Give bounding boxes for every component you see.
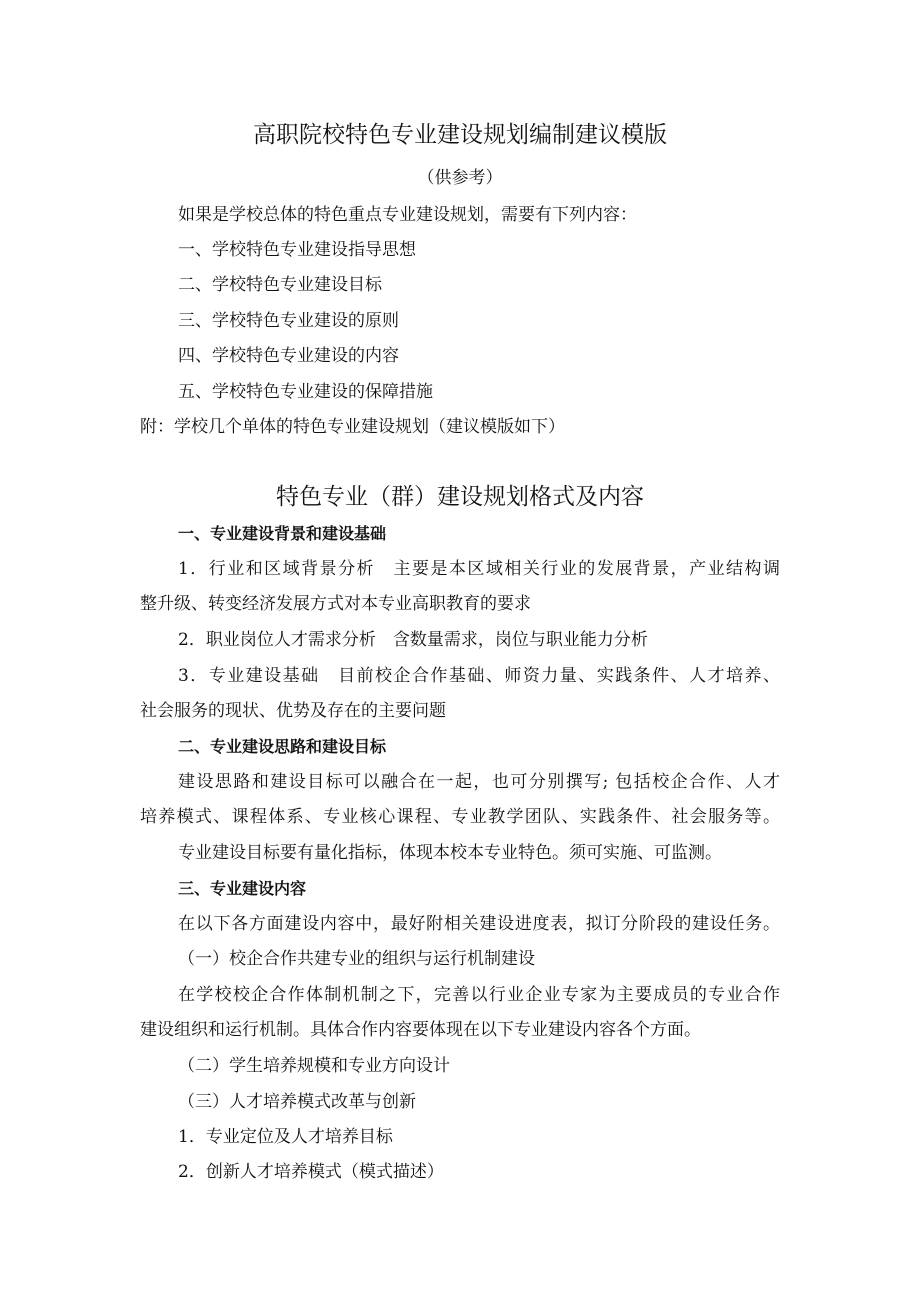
p4: 在以下各方面建设内容中，最好附相关建设进度表，拟订分阶段的建设任务。 bbox=[178, 914, 780, 934]
p5-line2: 建设组织和运行机制。具体合作内容要体现在以下专业建设内容各个方面。 bbox=[140, 1020, 701, 1040]
outline-item: 一、学校特色专业建设指导思想 bbox=[178, 240, 416, 260]
outline-item: 五、学校特色专业建设的保障措施 bbox=[178, 382, 433, 402]
item1-line2: 整升级、转变经济发展方式对本专业高职教育的要求 bbox=[140, 594, 531, 614]
item2: 2．职业岗位人才需求分析 含数量需求，岗位与职业能力分析 bbox=[178, 630, 648, 650]
heading-2: 二、专业建设思路和建设目标 bbox=[178, 737, 387, 756]
item3-line2: 社会服务的现状、优势及存在的主要问题 bbox=[140, 701, 446, 721]
document-title: 高职院校特色专业建设规划编制建议模版 bbox=[253, 122, 667, 148]
heading-3: 三、专业建设内容 bbox=[178, 879, 307, 898]
subheading-3: （三）人才培养模式改革与创新 bbox=[178, 1092, 416, 1112]
intro-paragraph: 如果是学校总体的特色重点专业建设规划，需要有下列内容： bbox=[178, 205, 637, 225]
sub3-item-2: 2．创新人才培养模式（模式描述） bbox=[178, 1162, 444, 1182]
p2-line2: 培养模式、课程体系、专业核心课程、专业教学团队、实践条件、社会服务等。 bbox=[140, 807, 780, 827]
p2-line1: 建设思路和建设目标可以融合在一起，也可分别撰写; 包括校企合作、人才 bbox=[178, 772, 780, 792]
section-title: 特色专业（群）建设规划格式及内容 bbox=[276, 484, 644, 510]
outline-item: 四、学校特色专业建设的内容 bbox=[178, 346, 399, 366]
subheading-2: （二）学生培养规模和专业方向设计 bbox=[178, 1056, 450, 1076]
outline-item: 二、学校特色专业建设目标 bbox=[178, 275, 382, 295]
heading-1: 一、专业建设背景和建设基础 bbox=[178, 524, 387, 543]
p5-line1: 在学校校企合作体制机制之下，完善以行业企业专家为主要成员的专业合作 bbox=[178, 985, 780, 1005]
item3-line1: 3．专业建设基础 目前校企合作基础、师资力量、实践条件、人才培养、 bbox=[178, 666, 780, 686]
sub3-item-1: 1．专业定位及人才培养目标 bbox=[178, 1127, 393, 1147]
subheading-1: （一）校企合作共建专业的组织与运行机制建设 bbox=[178, 949, 535, 969]
outline-item: 三、学校特色专业建设的原则 bbox=[178, 311, 399, 331]
document-subtitle: （供参考） bbox=[417, 168, 503, 188]
p3: 专业建设目标要有量化指标，体现本校本专业特色。须可实施、可监测。 bbox=[178, 843, 722, 863]
item1-line1: 1．行业和区域背景分析 主要是本区域相关行业的发展背景，产业结构调 bbox=[178, 559, 780, 579]
appendix-note: 附：学校几个单体的特色专业建设规划（建议模版如下） bbox=[140, 417, 565, 437]
